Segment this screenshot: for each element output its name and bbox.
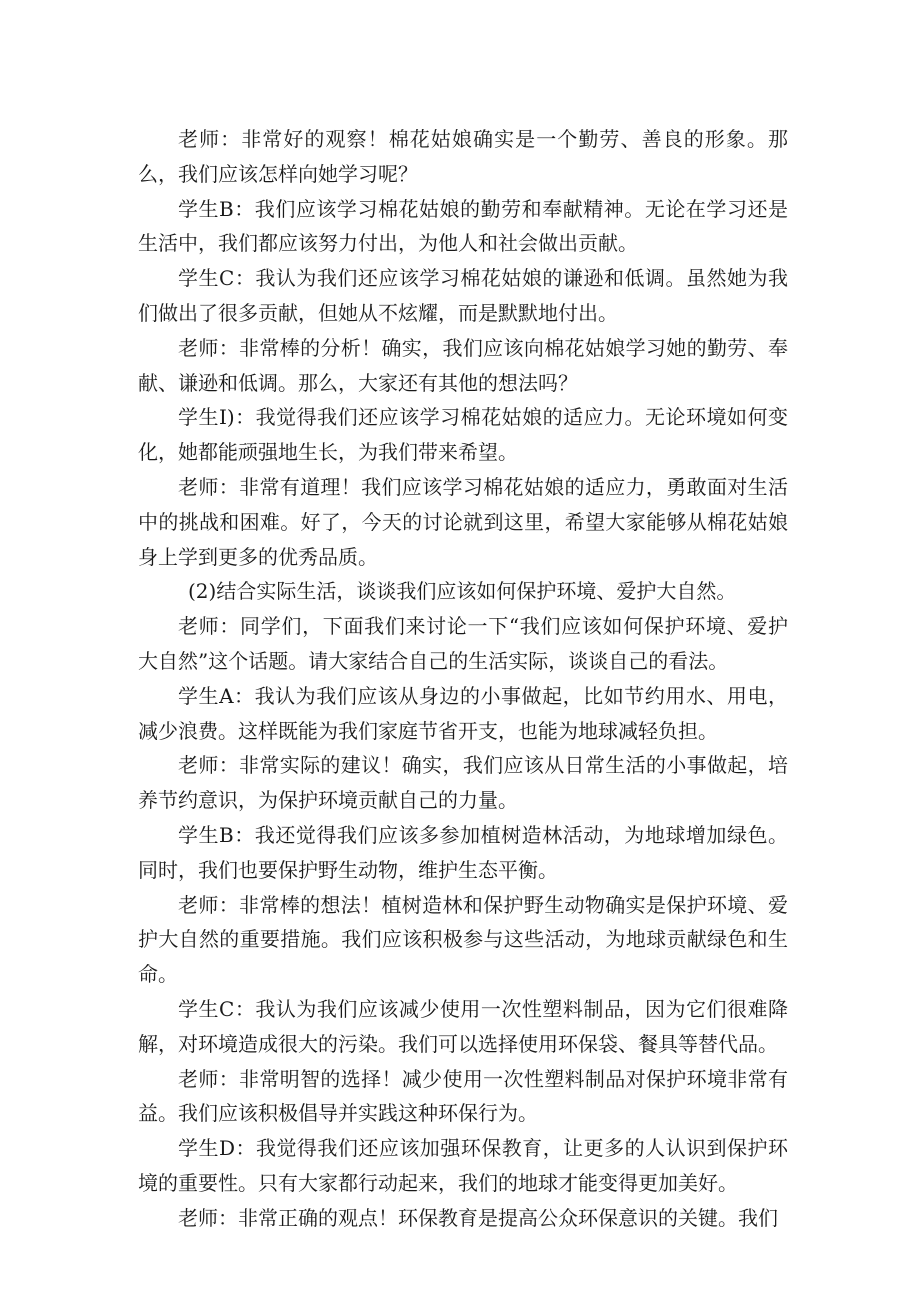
paragraph-teacher-5: 老师：非常实际的建议！确实，我们应该从日常生活的小事做起，培养节约意识，为保护环境贡献自己的力量。 (138, 753, 788, 813)
paragraph-teacher-7: 老师：非常明智的选择！减少使用一次性塑料制品对保护环境非常有益。我们应该积极倡导并实践这种环保行为。 (138, 1066, 788, 1126)
paragraph-teacher-4: 老师：同学们，下面我们来讨论一下“我们应该如何保护环境、爱护大自然”这个话题。请大家结合自己的生活实际，谈谈自己的看法。 (138, 614, 788, 673)
paragraph-teacher-2: 老师：非常棒的分析！确实，我们应该向棉花姑娘学习她的勤劳、奉献、谦逊和低调。那么，大家还有其他的想法吗？ (138, 335, 788, 395)
paragraph-teacher-3: 老师：非常有道理！我们应该学习棉花姑娘的适应力，勇敢面对生活中的挑战和困难。好了，今天的讨论就到这里，希望大家能够从棉花姑娘身上学到更多的优秀品质。 (138, 474, 788, 569)
paragraph-student-b-2: 学生B：我还觉得我们应该多参加植树造林活动，为地球增加绿色。同时，我们也要保护野生动物，维护生态平衡。 (138, 822, 788, 882)
paragraph-student-d-2: 学生D：我觉得我们还应该加强环保教育，让更多的人认识到保护环境的重要性。只有大家都行动起来，我们的地球才能变得更加美好。 (138, 1136, 788, 1195)
paragraph-student-c-2: 学生C：我认为我们应该减少使用一次性塑料制品，因为它们很难降解，对环境造成很大的污染。我们可以选择使用环保袋、餐具等替代品。 (138, 996, 788, 1056)
document-body (138, 122, 788, 1236)
paragraph-teacher-8: 老师：非常正确的观点！环保教育是提高公众环保意识的关键。我们 (178, 1205, 778, 1230)
paragraph-teacher-1: 老师：非常好的观察！棉花姑娘确实是一个勤劳、善良的形象。那么，我们应该怎样向她学习呢？ (138, 127, 788, 186)
paragraph-student-b-1: 学生B：我们应该学习棉花姑娘的勤劳和奉献精神。无论在学习还是生活中，我们都应该努力付出，为他人和社会做出贡献。 (138, 196, 788, 256)
question-heading-2: (2)结合实际生活，谈谈我们应该如何保护环境、爱护大自然。 (188, 579, 737, 604)
paragraph-student-d-1: 学生I)：我觉得我们还应该学习棉花姑娘的适应力。无论环境如何变化，她都能顽强地生长，为我们带来希望。 (138, 405, 788, 465)
paragraph-student-a-2: 学生A：我认为我们应该从身边的小事做起，比如节约用水、用电，减少浪费。这样既能为我们家庭节省开支，也能为地球减轻负担。 (138, 683, 788, 743)
paragraph-student-c-1: 学生C：我认为我们还应该学习棉花姑娘的谦逊和低调。虽然她为我们做出了很多贡献，但她从不炫耀，而是默默地付出。 (138, 266, 788, 325)
paragraph-teacher-6: 老师：非常棒的想法！植树造林和保护野生动物确实是保护环境、爱护大自然的重要措施。我们应该积极参与这些活动，为地球贡献绿色和生命。 (138, 892, 788, 987)
